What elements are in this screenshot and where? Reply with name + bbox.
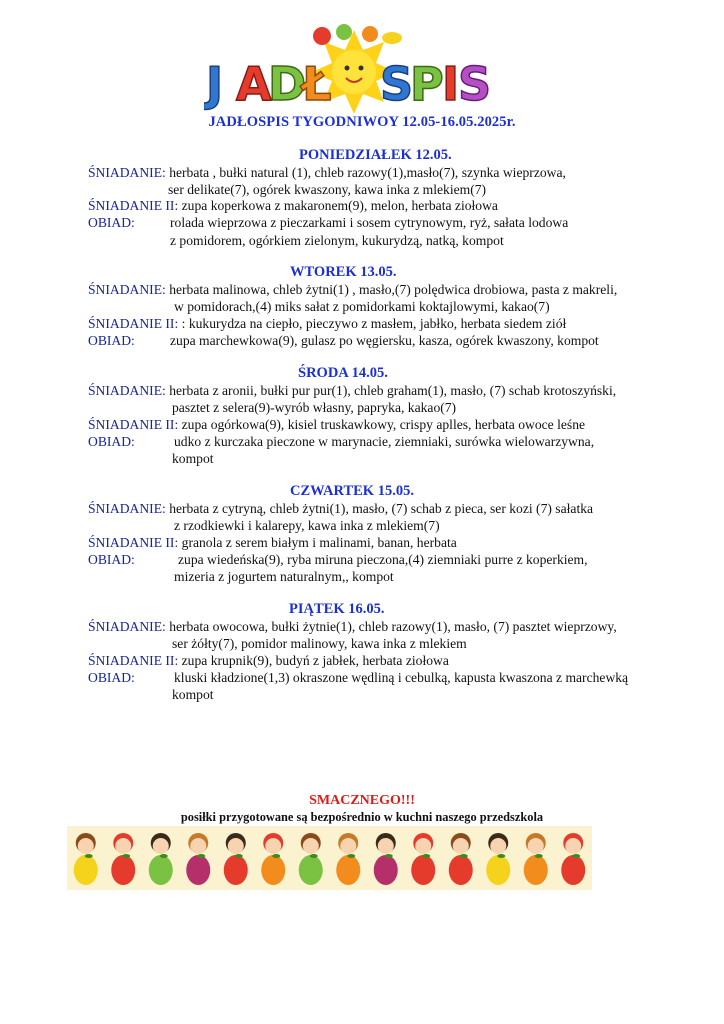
breakfast-line: ŚNIADANIE: herbata z cytryną, chleb żytni(1), masło, (7) schab z pieca, ser kozi (7) sałatka: [88, 501, 594, 516]
svg-text:I: I: [442, 57, 460, 111]
svg-text:P: P: [410, 57, 444, 111]
second-breakfast-line: ŚNIADANIE II: zupa krupnik(9), budyń z jabłek, herbata ziołowa: [88, 653, 449, 668]
lunch-line: OBIAD:: [88, 333, 135, 348]
kid-figure: [261, 833, 285, 885]
kid-figure: [486, 833, 510, 885]
kid-figure: [336, 833, 360, 885]
kid-figure: [449, 833, 473, 885]
lunch-line: OBIAD:: [88, 215, 135, 230]
lunch-line: OBIAD:: [88, 670, 135, 685]
svg-text:J: J: [206, 57, 224, 111]
day-heading-thursday: CZWARTEK 15.05.: [290, 483, 414, 499]
kid-figure: [111, 833, 135, 885]
smacznego-text: SMACZNEGO!!!: [309, 793, 415, 808]
day-heading-tuesday: WTOREK 13.05.: [290, 264, 397, 280]
lunch-text: udko z kurczaka pieczone w marynacie, ziemniaki, surówka wielowarzywna,: [174, 434, 595, 449]
kid-figure: [374, 833, 398, 885]
breakfast-line-cont: ser delikate(7), ogórek kwaszony, kawa inka z mlekiem(7): [168, 182, 487, 197]
kid-figure: [411, 833, 435, 885]
breakfast-line-cont: w pomidorach,(4) miks sałat z pomidorkami koktajlowymi, kakao(7): [174, 299, 550, 314]
kid-figure: [524, 833, 548, 885]
lunch-text: kluski kładzione(1,3) okraszone wędliną i cebulką, kapusta kwaszona z marchewką: [174, 670, 629, 685]
lunch-text-cont: kompot: [172, 451, 214, 466]
menu-title: JADŁOSPIS TYGODNIWOY 12.05-16.05.2025r.: [208, 114, 516, 130]
kitchen-note: posiłki przygotowane są bezpośrednio w kuchni naszego przedszkola: [180, 810, 544, 824]
breakfast-line-cont: ser żółty(7), pomidor malinowy, kawa inka z mlekiem: [172, 636, 467, 651]
kid-figure: [186, 833, 210, 885]
day-heading-wednesday: ŚRODA 14.05.: [298, 365, 388, 381]
second-breakfast-line: ŚNIADANIE II: zupa koperkowa z makaronem(9), melon, herbata ziołowa: [88, 198, 498, 213]
svg-text:S: S: [458, 57, 492, 111]
breakfast-line: ŚNIADANIE: herbata owocowa, bułki żytnie(1), chleb razowy(1), masło, (7) pasztet wieprzowy,: [88, 619, 617, 634]
lunch-text: zupa marchewkowa(9), gulasz po węgiersku, kasza, ogórek kwaszony, kompot: [170, 333, 599, 348]
second-breakfast-line: ŚNIADANIE II: zupa ogórkowa(9), kisiel truskawkowy, crispy aplles, herbata owoce leśne: [88, 417, 586, 432]
lunch-text-cont: kompot: [172, 687, 214, 702]
kids-with-fruits-illustration: [67, 826, 592, 890]
second-breakfast-line: ŚNIADANIE II: granola z serem białym i malinami, banan, herbata: [88, 535, 457, 550]
kid-figure: [149, 833, 173, 885]
lunch-text-cont: mizeria z jogurtem naturalnym,, kompot: [174, 569, 394, 584]
lunch-text: zupa wiedeńska(9), ryba miruna pieczona,(4) ziemniaki purre z koperkiem,: [178, 552, 588, 567]
day-heading-monday: PONIEDZIAŁEK 12.05.: [299, 147, 452, 163]
second-breakfast-line: ŚNIADANIE II: : kukurydza na ciepło, pieczywo z masłem, jabłko, herbata siedem ziół: [88, 316, 567, 331]
jadlospis-logo: [204, 22, 494, 114]
svg-text:S: S: [380, 57, 414, 111]
day-heading-friday: PIĄTEK 16.05.: [289, 601, 385, 617]
kid-figure: [561, 833, 585, 885]
breakfast-line: ŚNIADANIE: herbata , bułki natural (1), chleb razowy(1),masło(7), szynka wieprzowa,: [88, 165, 566, 180]
lunch-line: OBIAD:: [88, 552, 135, 567]
svg-text:D: D: [268, 57, 307, 111]
lunch-text: rolada wieprzowa z pieczarkami i sosem cytrynowym, ryż, sałata lodowa: [170, 215, 569, 230]
breakfast-line-cont: z rzodkiewki i kalarepy, kawa inka z mlekiem(7): [174, 518, 440, 533]
svg-text:A: A: [236, 57, 272, 111]
breakfast-line: ŚNIADANIE: herbata z aronii, bułki pur pur(1), chleb graham(1), masło, (7) schab krotoszyński,: [88, 383, 617, 398]
breakfast-line-cont: pasztet z selera(9)-wyrób własny, papryka, kakao(7): [172, 400, 457, 415]
kid-figure: [224, 833, 248, 885]
lunch-line: OBIAD:: [88, 434, 135, 449]
breakfast-line: ŚNIADANIE: herbata malinowa, chleb żytni(1) , masło,(7) polędwica drobiowa, pasta z makreli,: [88, 282, 618, 297]
lunch-text-cont: z pomidorem, ogórkiem zielonym, kukurydzą, natką, kompot: [170, 233, 504, 248]
kid-figure: [299, 833, 323, 885]
kid-figure: [74, 833, 98, 885]
svg-text:Ł: Ł: [302, 57, 332, 111]
